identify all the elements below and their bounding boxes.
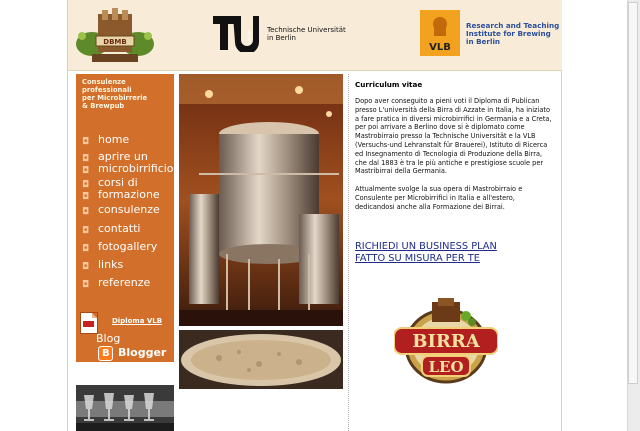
tu-name: [267, 26, 346, 42]
vlb-name-line2: Institute for Brewing: [466, 29, 551, 38]
birra-leo-logo[interactable]: [394, 296, 498, 388]
cv-paragraph-1: Dopo aver conseguito a pieni voti il Diploma di Publican presso L'università della Birra di Azzate in Italia, ha iniziato a fare pratica in diversi microbirrifici in Germania e a Creta, per poi arrivare a Berlino dove si è diplomato come Mastrobirraio presso la Technische Universität e la VLB (Versuchs-und Lehranstalt für Brauerei), Istituto di Ricerca ed Insegnamento di Tecnologia di Produzione della Birra, che dal 1883 è tra le più antiche e prestigiose scuole per Mastribirrai della Germania.: [355, 97, 552, 176]
svg-text:LEO: LEO: [428, 358, 464, 376]
brewery-photo: [179, 74, 343, 326]
diploma-vlb-link[interactable]: [78, 312, 172, 332]
tu-name-line2: in Berlin: [267, 34, 296, 42]
food-photo: [179, 330, 343, 389]
blogger-label: Blogger: [118, 346, 167, 359]
sidebar-title-line4: & Brewpub: [82, 102, 125, 110]
blogger-link[interactable]: [98, 346, 170, 360]
svg-text:berlin: berlin: [247, 29, 253, 44]
menu-item-label: corsi di: [98, 176, 138, 189]
vlb-logo-mark: [420, 10, 460, 56]
tu-name-line1: Technische Universität: [267, 26, 346, 34]
svg-text:DBMB: DBMB: [103, 38, 127, 46]
menu-item-label: fotogallery: [98, 240, 158, 253]
blog-label: Blog: [96, 332, 121, 345]
bullet-icon: ◘: [82, 137, 90, 147]
svg-text:BIRRA: BIRRA: [412, 331, 480, 352]
business-plan-link-line2: FATTO SU MISURA PER TE: [355, 253, 480, 264]
scrollbar-thumb[interactable]: [628, 2, 638, 384]
menu-item-label: contatti: [98, 222, 141, 235]
column-divider: [348, 74, 349, 431]
menu-item-label: links: [98, 258, 124, 271]
vlb-logo[interactable]: [420, 10, 560, 60]
pdf-icon: [80, 312, 98, 334]
dbmb-logo[interactable]: [72, 6, 158, 64]
main-content: [355, 80, 553, 221]
blogger-icon-glyph: B: [102, 348, 110, 359]
pdf-mark: [83, 321, 94, 327]
cv-paragraph-2: Attualmente svolge la sua opera di Mastrobirraio e Consulente per Microbirrifici in Italia e all'estero, dedicandosi anche alla Formazione dei Birrai.: [355, 185, 523, 211]
bullet-icon: ◘: [82, 154, 90, 164]
site-header: [68, 0, 562, 71]
glasses-photo: [76, 385, 174, 431]
vlb-name: [466, 22, 559, 46]
bullet-icon: ◘: [82, 262, 90, 272]
pdf-fold: [92, 313, 97, 318]
svg-text:VLB: VLB: [429, 42, 451, 53]
bullet-icon: ◘: [82, 244, 90, 254]
tu-logo-mark: [213, 14, 259, 52]
bullet-icon: ◘: [82, 207, 90, 217]
cv-title: Curriculum vitae: [355, 80, 423, 89]
bullet-icon: ◘: [82, 180, 90, 190]
business-plan-link[interactable]: [355, 241, 555, 265]
sidebar: [76, 74, 174, 362]
sidebar-title-line3: per Microbirrerie: [82, 94, 148, 102]
sidebar-title: [82, 78, 172, 110]
business-plan-link-line1: RICHIEDI UN BUSINESS PLAN: [355, 241, 497, 252]
bullet-icon: ◘: [82, 166, 90, 176]
menu-item-label: referenze: [98, 276, 151, 289]
tu-berlin-logo[interactable]: [213, 14, 353, 54]
sidebar-title-line2: professionali: [82, 86, 132, 94]
sidebar-title-line1: Consulenze: [82, 78, 126, 86]
bullet-icon: ◘: [82, 226, 90, 236]
vlb-name-line1: Research and Teaching: [466, 21, 560, 30]
bullet-icon: ◘: [82, 192, 90, 202]
diploma-vlb-label: Diploma VLB: [112, 317, 163, 325]
bullet-icon: ◘: [82, 280, 90, 290]
vertical-scrollbar[interactable]: [627, 0, 640, 431]
menu-item-label: home: [98, 133, 130, 146]
menu-item-label: aprire un: [98, 150, 148, 163]
menu-item-label: microbirrificio: [98, 162, 174, 175]
vlb-name-line3: in Berlin: [466, 37, 501, 46]
menu-item-label: consulenze: [98, 203, 160, 216]
blogger-icon: [98, 346, 113, 361]
menu-item-label: formazione: [98, 188, 160, 201]
